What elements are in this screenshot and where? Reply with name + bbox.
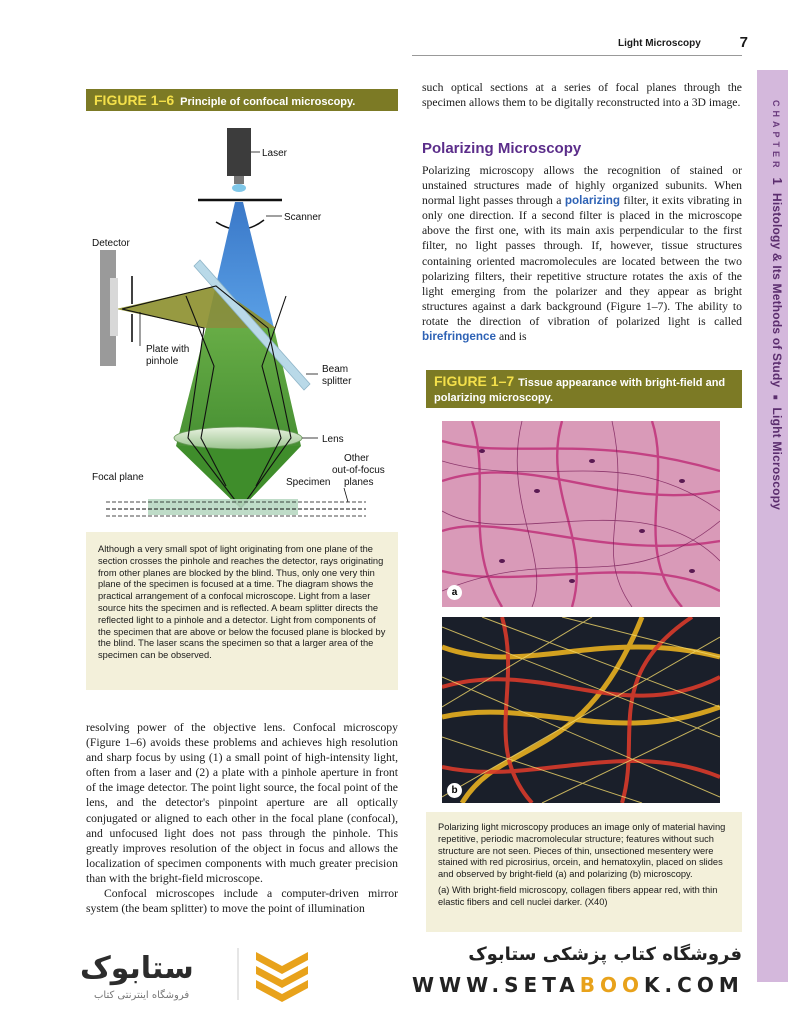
figure-1-7-caption-p2: (a) With bright-field microscopy, collagen fibers appear red, with thin elastic fibers and cell nuclei darker. (X40): [438, 884, 718, 907]
figure-1-6-title: Principle of confocal microscopy.: [180, 96, 356, 108]
side-tab-chapter-number: 1: [770, 177, 785, 185]
polarizing-text-a: Polarizing microscopy allows the recognition of stained or unstained structures made of highly organized subunits. When normal light passes through a: [422, 164, 742, 208]
label-detector: Detector: [92, 238, 130, 249]
side-tab-chapter-word: CHAPTER: [771, 100, 781, 172]
confocal-diagram: [86, 116, 398, 526]
polarizing-text-b: filter, it exits vibrating in only one direction. If a second filter is placed in the microscope above the first one, with its main axis perpendicular to the first filter, no light passes through. If, however, tissue structures containing oriented macromolecules are located between the two polarizing filters, their repetitive structure rotates the axis of the light emerging from the polarizer and they appear as bright structures against a dark background (Figure 1–7). The ability to rotate the direction of vibration of polarized light is called: [422, 194, 742, 328]
figure-1-7-caption: [426, 812, 742, 932]
footer-shop-name: فروشگاه کتاب پزشکی ستابوک: [468, 944, 742, 965]
label-splitter: splitter: [322, 376, 352, 387]
footer-url-accent: BOO: [579, 973, 645, 997]
panel-a-label: a: [447, 585, 462, 600]
figure-1-6-caption-text: Although a very small spot of light originating from one plane of the section crosses the pinhole and reaches the detector, rays originating from other planes are blocked by the blind. Thus, only one very thin plane of the specimen is focused at a time. The diagram shows the practical arrangement of a confocal microscope. Light from a laser source hits the specimen and is reflected. A beam splitter directs the reflected light to a pinhole and a detector. Light from components of the specimen that are above or below the focused plane is blocked by the blind. The laser scans the specimen so that a larger area of the specimen can be observed.: [98, 544, 386, 661]
left-column-text: [86, 720, 398, 932]
laser-lens: [232, 184, 246, 192]
label-plate-with: Plate with: [146, 344, 190, 355]
footer-url-part-1: WWW.SETA: [412, 973, 580, 997]
specimen-slab: [148, 499, 298, 515]
figure-1-6-label: FIGURE 1–6: [94, 92, 175, 108]
figure-1-6-header: [86, 89, 398, 111]
running-head-title: Light Microscopy: [618, 38, 701, 49]
label-laser: Laser: [262, 148, 288, 159]
micrograph-bright-field: [442, 421, 720, 607]
figure-1-6-caption: [86, 532, 398, 690]
keyword-birefringence: birefringence: [422, 330, 497, 344]
other-planes-leader: [344, 488, 348, 502]
polarizing-paragraph: [422, 163, 742, 344]
label-other: Other: [344, 453, 370, 464]
logo-wordmark: ستابوک: [80, 951, 194, 986]
setabook-logo: [70, 940, 400, 1006]
label-specimen: Specimen: [286, 477, 331, 488]
footer-url: [412, 973, 742, 997]
label-out-of-focus: out-of-focus: [332, 465, 385, 476]
panel-b-label: b: [447, 783, 462, 798]
right-column-intro: [422, 80, 742, 110]
figure-1-7-title: Tissue appearance with bright-field and polarizing microscopy.: [434, 377, 726, 404]
detector-window: [110, 278, 118, 336]
micrograph-polarizing: [442, 617, 720, 803]
laser-body: [227, 128, 251, 176]
label-beam: Beam: [322, 364, 349, 375]
header-rule: [412, 55, 742, 56]
logo-subtitle: فروشگاه اینترنتی کتاب: [94, 990, 190, 1001]
footer-url-part-3: K.COM: [644, 973, 744, 997]
figure-1-7-header: [426, 370, 742, 408]
label-focal-plane: Focal plane: [92, 472, 144, 483]
figure-1-7-label: FIGURE 1–7: [434, 373, 515, 389]
figure-1-7-caption-p1: Polarizing light microscopy produces an image only of material having repetitive, periodic macromolecular structure; features without such structure are not seen. Pieces of thin, unsectioned mesentery were stained with red picrosirius, orcein, and hematoxylin, placed on slides and observed by bright-field (a) and polarizing (b) microscopy.: [438, 822, 726, 880]
running-head: [618, 36, 748, 54]
label-pinhole: pinhole: [146, 356, 179, 367]
keyword-polarizing: polarizing: [564, 194, 621, 208]
chapter-side-tab: [757, 70, 788, 982]
side-tab-chapter-title: Histology & Its Methods of Study: [770, 192, 784, 388]
side-tab-text: [770, 100, 785, 620]
label-lens: Lens: [322, 434, 344, 445]
section-heading-polarizing: Polarizing Microscopy: [422, 140, 582, 157]
confocal-paragraph: resolving power of the objective lens. Confocal microscopy (Figure 1–6) avoids these problems and achieves high resolution and sharp focus by using (1) a small point of high-intensity light, often from a laser and (2) a plate with a pinhole aperture in front of the image detector. The point light source, the focal point of the lens, and the detector's pinpoint aperture are all optically conjugated or aligned to each other in the focal plane (confocal), and unfocused light does not pass through the pinhole. This greatly improves resolution of the object in focus and allows the localization of specimen components with much greater precision than with the bright-field microscope.: [86, 721, 398, 885]
label-scanner: Scanner: [284, 212, 322, 223]
label-planes: planes: [344, 477, 374, 488]
laser-nozzle: [234, 176, 244, 184]
page-number: 7: [739, 34, 748, 51]
confocal-paragraph-2: Confocal microscopes include a computer-driven mirror system (the beam splitter) to move the point of illumination: [86, 887, 398, 916]
polarizing-text-c: and is: [496, 330, 527, 344]
side-tab-section: Light Microscopy: [770, 407, 784, 511]
intro-paragraph: such optical sections at a series of focal planes through the specimen allows them to be digitally reconstructed into a 3D image.: [422, 81, 742, 110]
side-tab-separator: ■: [771, 394, 780, 400]
